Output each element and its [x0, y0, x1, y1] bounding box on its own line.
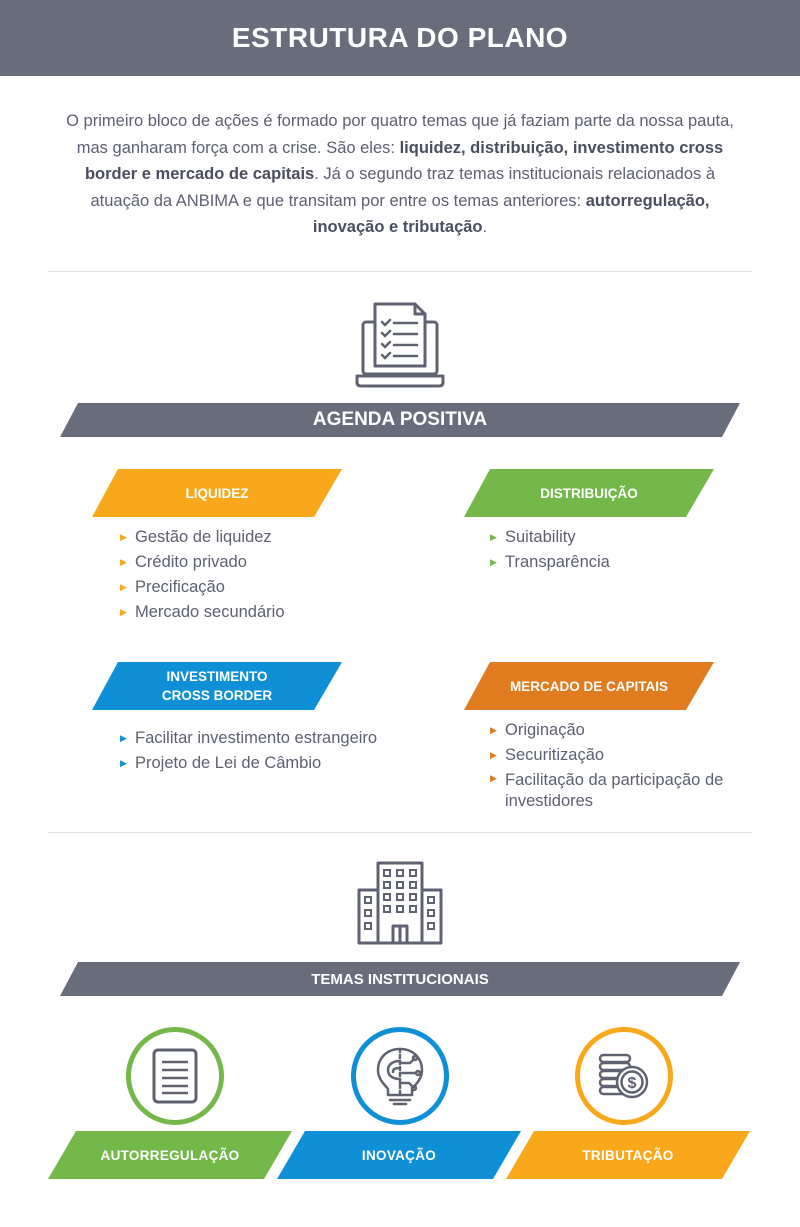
tag-mercado-de-capitais: [464, 662, 714, 710]
tag-distribuicao-label: DISTRIBUIÇÃO: [540, 485, 638, 501]
tag-distribuicao: [464, 469, 714, 517]
lightbulb-circuit-icon: [372, 1045, 428, 1107]
tag-tributacao-label: TRIBUTAÇÃO: [582, 1147, 674, 1163]
building-icon: [356, 860, 444, 946]
tag-liquidez-label: LIQUIDEZ: [185, 485, 249, 501]
page-title: ESTRUTURA DO PLANO: [231, 22, 569, 53]
tag-autorregulacao: [48, 1131, 292, 1179]
svg-text:$: $: [627, 1075, 637, 1092]
tag-inovacao-label: INOVAÇÃO: [361, 1147, 437, 1163]
intro-bold-2: autorregulação, inovação e tributação: [312, 191, 710, 236]
temas-institucionais-title: TEMAS INSTITUCIONAIS: [311, 970, 489, 988]
list-item: ▶ Facilitação da participação de investidores: [490, 768, 740, 812]
list-distribuicao: [490, 525, 750, 575]
tributacao-circle: [575, 1027, 673, 1125]
agenda-positiva-banner: [60, 403, 740, 437]
intro-text-2: . Já o segundo traz temas institucionais relacionados à atuação da ANBIMA e que transitam por entre os temas anteriores:: [90, 165, 716, 210]
list-item: ▶ Suitability: [490, 525, 750, 550]
intro-text-1: O primeiro bloco de ações é formado por quatro temas que já faziam parte da nossa pauta, mas ganharam força com a crise. São eles:: [66, 112, 734, 157]
list-item: ▶ Precificação: [120, 575, 380, 600]
temas-institucionais-banner: [60, 962, 740, 996]
tag-investimento-line2: CROSS BORDER: [161, 688, 273, 703]
divider-top: [48, 271, 752, 272]
list-item: ▶ Originação: [490, 718, 740, 743]
list-item: ▶ Mercado secundário: [120, 600, 380, 625]
tag-mercado-label: MERCADO DE CAPITAIS: [509, 678, 668, 694]
autorregulacao-circle: [126, 1027, 224, 1125]
tag-inovacao: [277, 1131, 521, 1179]
tag-autorregulacao-label: AUTORREGULAÇÃO: [100, 1147, 240, 1163]
list-item: ▶ Transparência: [490, 550, 750, 575]
intro-text-3: .: [482, 218, 488, 236]
tag-investimento-label: [92, 662, 342, 710]
inovacao-circle: [351, 1027, 449, 1125]
list-item: ▶ Gestão de liquidez: [120, 525, 380, 550]
tag-investimento-line1: INVESTIMENTO: [166, 669, 268, 684]
tag-tributacao: [506, 1131, 750, 1179]
checklist-laptop-icon: [355, 300, 445, 390]
tag-investimento-cross-border: [92, 662, 342, 710]
list-mercado-de-capitais: [490, 718, 740, 812]
coins-dollar-icon: [596, 1051, 652, 1101]
intro-bold-1: liquidez, distribuição, investimento cross border e mercado de capitais: [84, 138, 724, 183]
list-item: ▶ Facilitar investimento estrangeiro: [120, 726, 410, 751]
list-item: ▶ Crédito privado: [120, 550, 380, 575]
list-item: ▶ Securitização: [490, 743, 740, 768]
agenda-positiva-title: AGENDA POSITIVA: [312, 409, 488, 430]
header-bar: [0, 0, 800, 76]
list-liquidez: [120, 525, 380, 625]
tag-liquidez: [92, 469, 342, 517]
list-item: ▶ Projeto de Lei de Câmbio: [120, 751, 410, 776]
intro-paragraph: [60, 108, 740, 241]
list-investimento: [120, 726, 410, 776]
divider-middle: [48, 832, 752, 833]
document-icon: [150, 1047, 200, 1105]
